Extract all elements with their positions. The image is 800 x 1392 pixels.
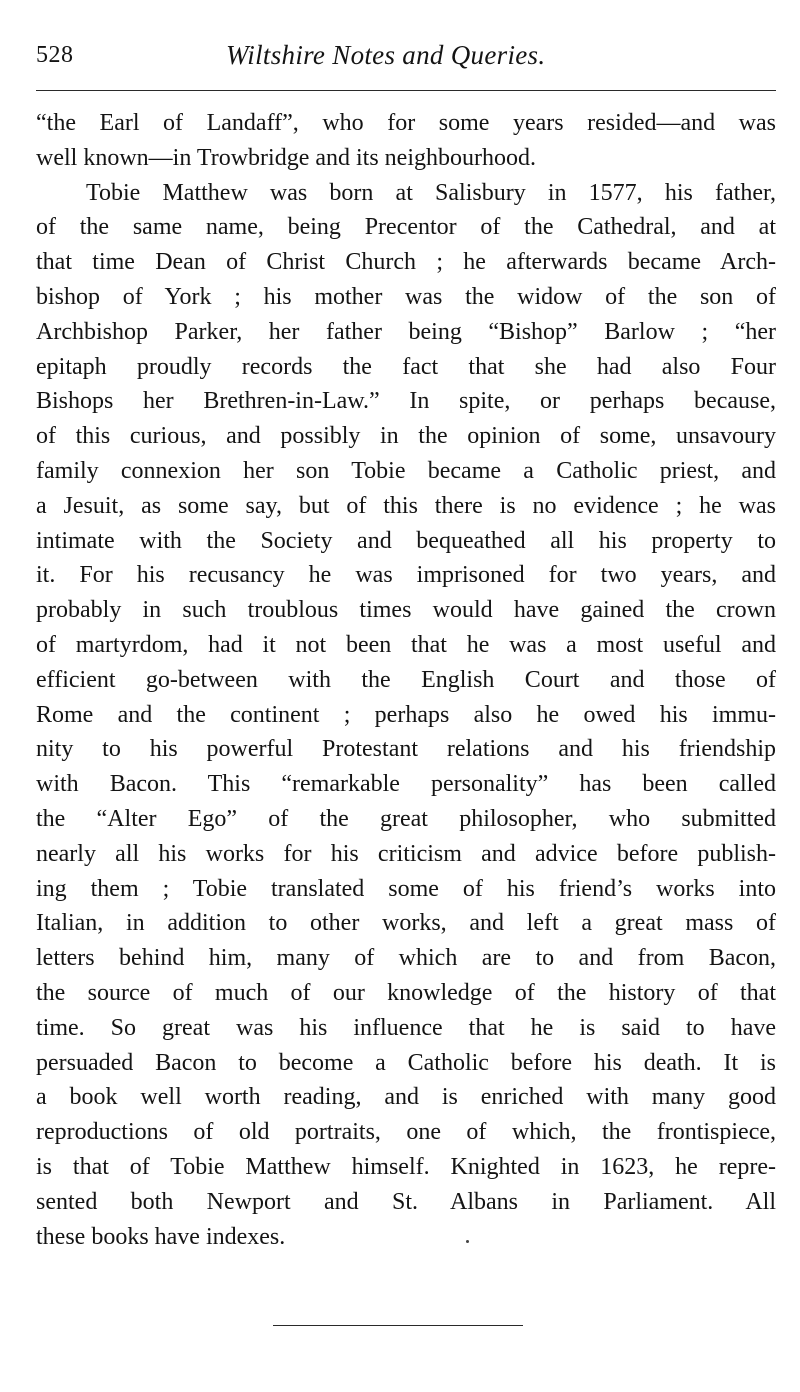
text-line: a book well worth reading, and is enriched with many good [36,1084,776,1111]
text-line: of the same name, being Precentor of the Cathedral, and at [36,214,776,241]
text-line: “the Earl of Landaff”, who for some years resided—and was [36,110,776,136]
text-line: intimate with the Society and bequeathed all his property to [36,527,776,554]
text-line: ing them ; Tobie translated some of his friend’s works into [36,875,776,902]
text-line: is that of Tobie Matthew himself. Knighted in 1623, he repre- [36,1153,776,1180]
text-line: nity to his powerful Protestant relations and his friendship [36,736,776,763]
text-line: a Jesuit, as some say, but of this there is no evidence ; he was [36,492,776,519]
text-line: letters behind him, many of which are to and from Bacon, [36,945,776,972]
text-line: bishop of York ; his mother was the widow of the son of [36,283,776,310]
ink-speck [466,1240,469,1243]
text-line: efficient go-between with the English Court and those of [36,666,776,693]
running-head [36,36,776,80]
text-line: the source of much of our knowledge of the history of that [36,979,776,1006]
text-line: Tobie Matthew was born at Salisbury in 1577, his father, [86,179,776,206]
text-line: that time Dean of Christ Church ; he afterwards became Arch- [36,249,776,276]
text-line: reproductions of old portraits, one of which, the frontispiece, [36,1119,776,1146]
text-line: of martyrdom, had it not been that he was a most useful and [36,631,776,658]
text-line: probably in such troublous times would have gained the crown [36,597,776,624]
text-line: the “Alter Ego” of the great philosopher, who submitted [36,805,776,832]
body-text [36,106,776,1254]
text-line: these books have indexes. [36,1223,286,1250]
text-line: persuaded Bacon to become a Catholic before his death. It is [36,1049,776,1076]
text-line: sented both Newport and St. Albans in Parliament. All [36,1188,776,1215]
text-line: Archbishop Parker, her father being “Bishop” Barlow ; “her [36,318,776,345]
text-line: epitaph proudly records the fact that she had also Four [36,353,776,380]
text-line: of this curious, and possibly in the opinion of some, unsavoury [36,423,776,450]
text-line: Rome and the continent ; perhaps also he owed his immu- [36,701,776,728]
section-end-rule [273,1325,523,1326]
header-rule [36,90,776,91]
text-line: Italian, in addition to other works, and left a great mass of [36,910,776,937]
text-line: nearly all his works for his criticism and advice before publish- [36,840,776,867]
text-line: Bishops her Brethren-in-Law.” In spite, or perhaps because, [36,388,776,415]
text-line: well known—in Trowbridge and its neighbourhood. [36,144,536,171]
text-line: it. For his recusancy he was imprisoned for two years, and [36,562,776,589]
text-line: family connexion her son Tobie became a Catholic priest, and [36,457,776,484]
text-line: with Bacon. This “remarkable personality” has been called [36,771,776,798]
page-number: 528 [36,42,74,68]
text-line: time. So great was his influence that he is said to have [36,1014,776,1041]
journal-title: Wiltshire Notes and Queries. [226,40,546,70]
